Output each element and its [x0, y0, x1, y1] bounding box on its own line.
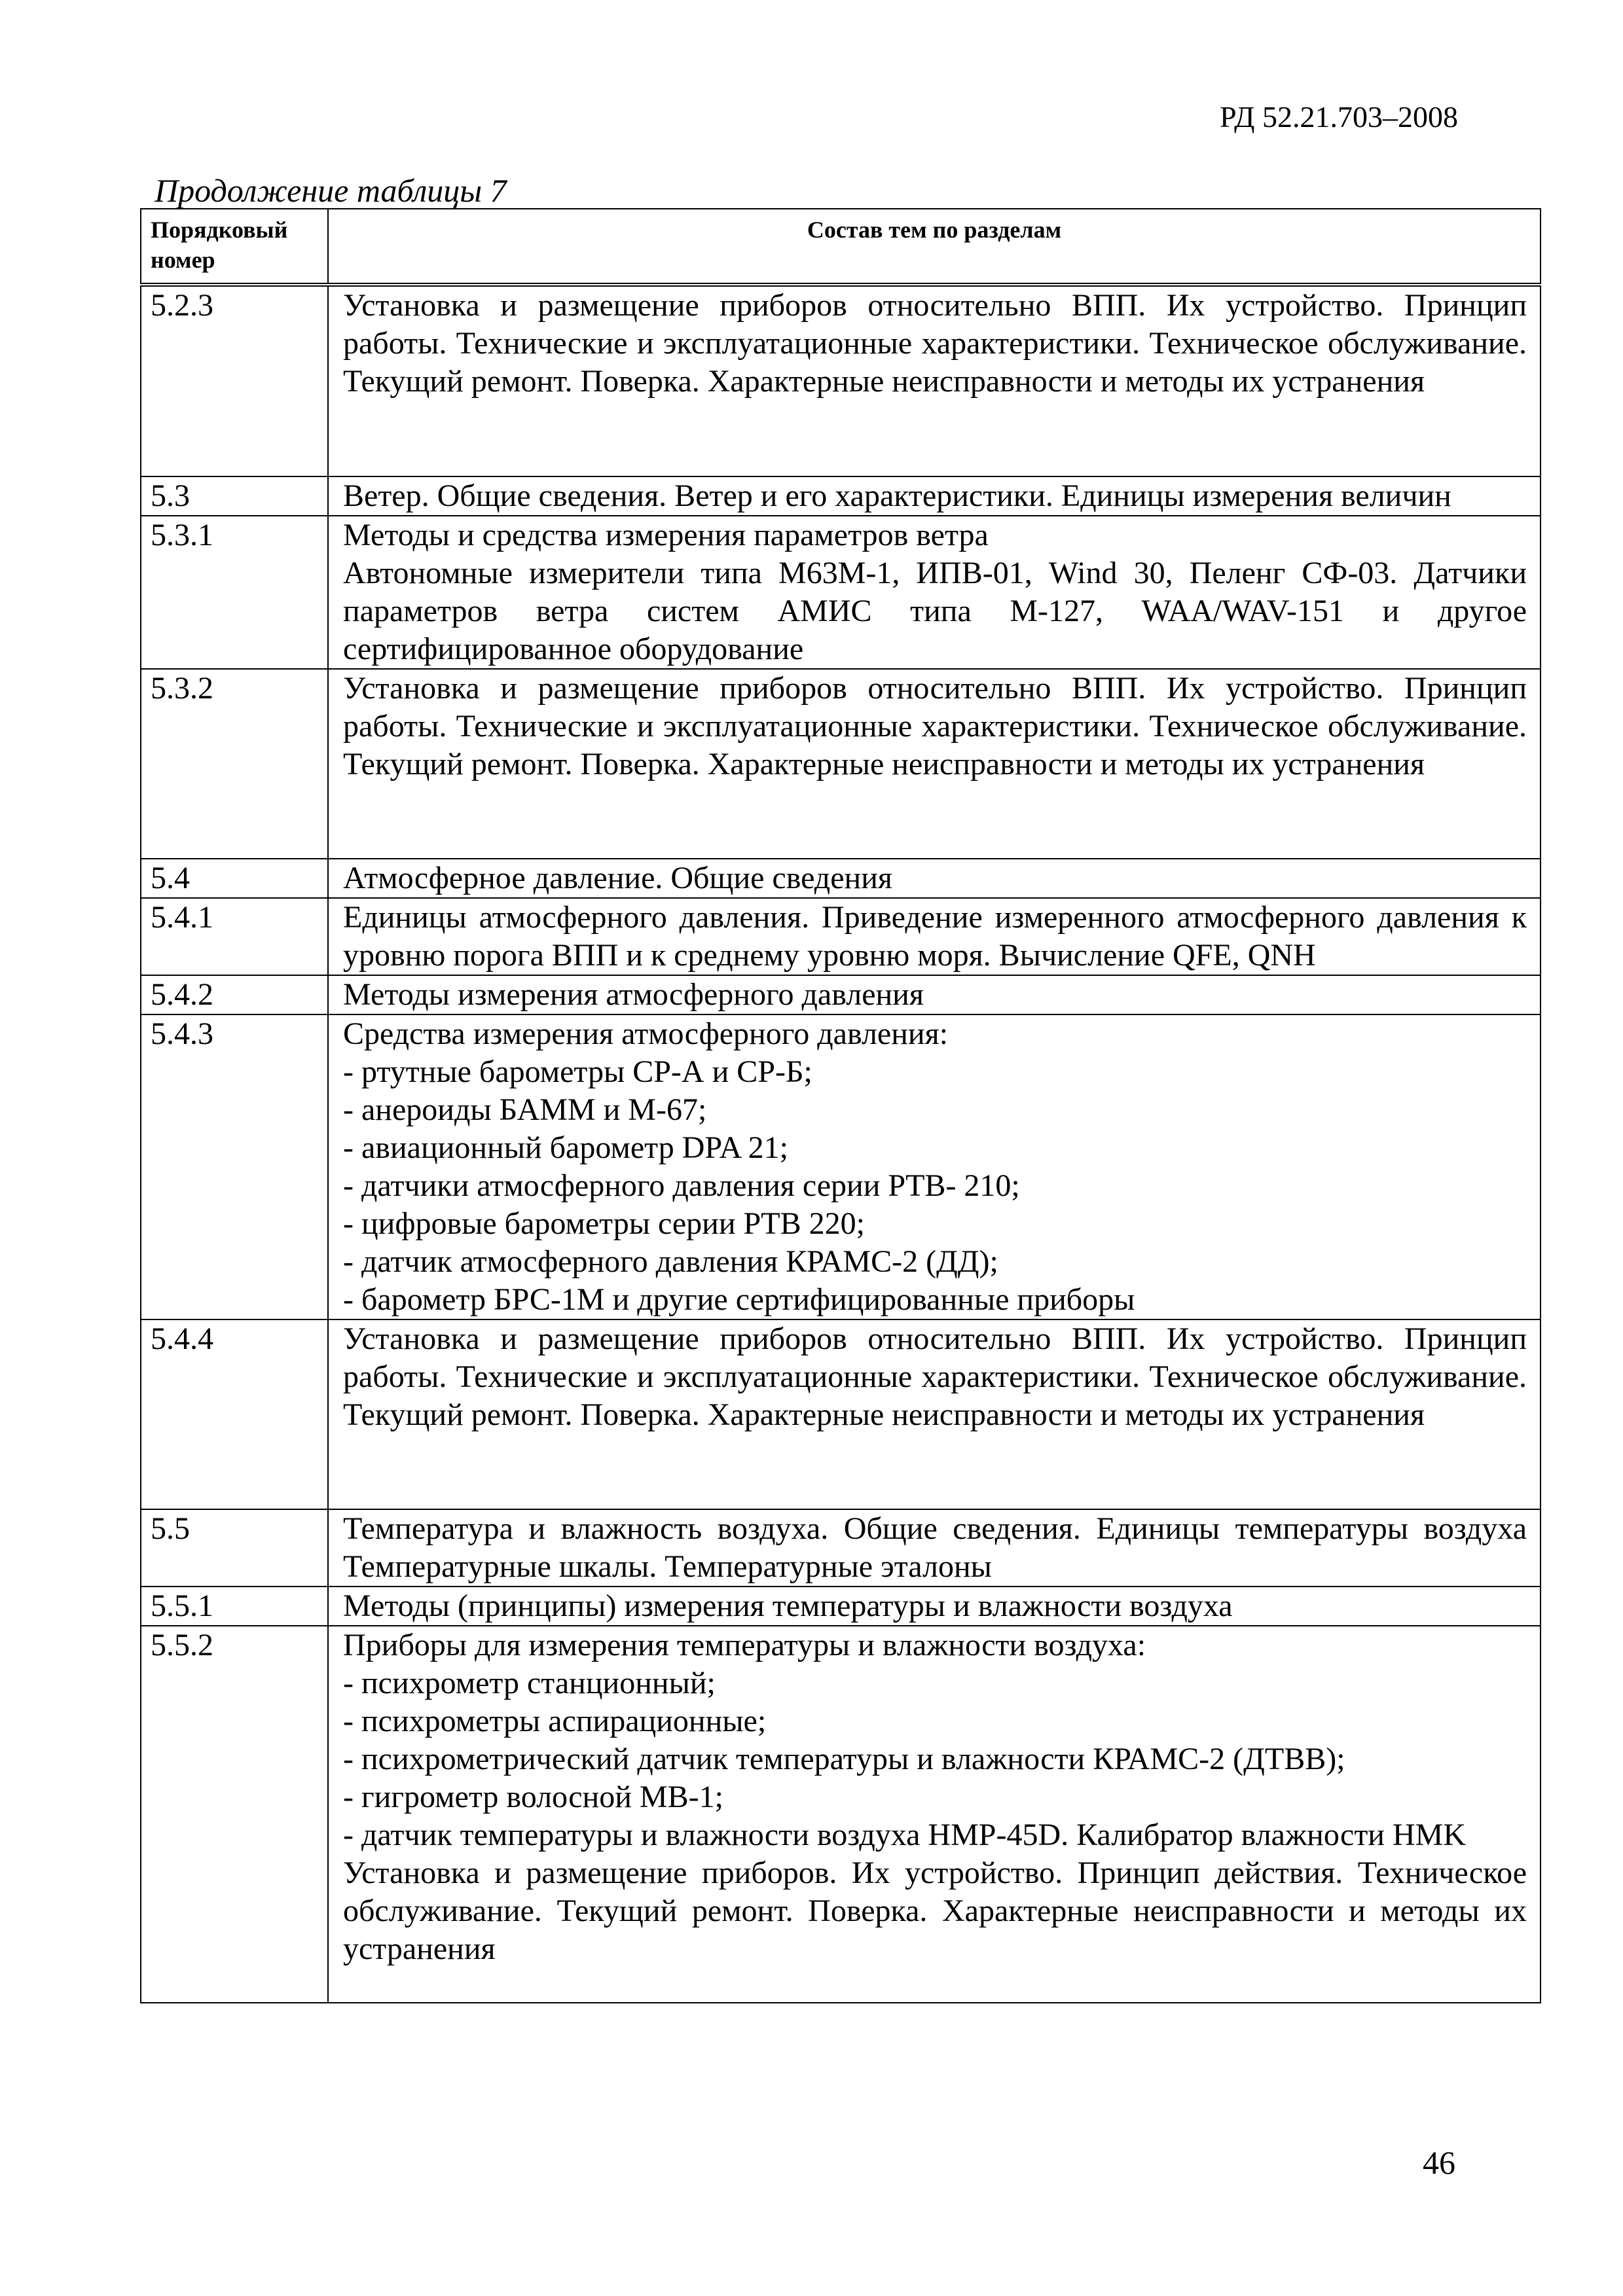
- row-text-line: Методы измерения атмосферного давления: [343, 977, 924, 1012]
- document-code: РД 52.21.703–2008: [1219, 100, 1458, 134]
- row-text-line: - гигрометр волосной МВ-1;: [343, 1780, 723, 1814]
- table-row: [141, 1509, 1541, 1587]
- row-text-line: Средства измерения атмосферного давления:: [343, 1016, 949, 1051]
- row-text-line: Установка и размещение приборов относительно ВПП. Их устройство. Принцип работы. Технические и эксплуатационные характеристики. Техническое обслуживание. Текущий ремонт. Поверка. Характерные неисправности и методы их устранения: [343, 1321, 1527, 1432]
- row-text-line: - психрометрический датчик температуры и влажности КРАМС-2 (ДТВВ);: [343, 1742, 1345, 1776]
- table-row: [141, 1014, 1541, 1319]
- row-number: 5.4.2: [141, 975, 328, 1014]
- row-number: 5.3.1: [141, 516, 328, 669]
- row-text: [328, 859, 1541, 898]
- row-text-line: Установка и размещение приборов относительно ВПП. Их устройство. Принцип работы. Технические и эксплуатационные характеристики. Техническое обслуживание. Текущий ремонт. Поверка. Характерные неисправности и методы их устранения: [343, 671, 1527, 781]
- row-number: 5.3: [141, 476, 328, 516]
- row-text-line: - цифровые барометры серии PTB 220;: [343, 1206, 865, 1241]
- page-number: 46: [1423, 2144, 1455, 2181]
- row-number: 5.3.2: [141, 669, 328, 859]
- table-row: [141, 1626, 1541, 2003]
- table-row: [141, 285, 1541, 476]
- table-row: [141, 859, 1541, 898]
- row-text-line: Приборы для измерения температуры и влажности воздуха:: [343, 1628, 1146, 1662]
- table-row: [141, 669, 1541, 859]
- row-text-line: - датчики атмосферного давления серии PTB- 210;: [343, 1168, 1020, 1203]
- table-row: [141, 898, 1541, 975]
- row-text: [328, 1509, 1541, 1587]
- row-text: [328, 1587, 1541, 1626]
- row-text: [328, 476, 1541, 516]
- table-row: [141, 1587, 1541, 1626]
- row-text: [328, 1014, 1541, 1319]
- table-row: [141, 975, 1541, 1014]
- row-text-line: Установка и размещение приборов относительно ВПП. Их устройство. Принцип работы. Технические и эксплуатационные характеристики. Техническое обслуживание. Текущий ремонт. Поверка. Характерные неисправности и методы их устранения: [343, 288, 1527, 399]
- row-number: 5.4.4: [141, 1319, 328, 1509]
- row-text: [328, 516, 1541, 669]
- row-text-line: - датчик атмосферного давления КРАМС-2 (ДД);: [343, 1244, 998, 1279]
- column-header-number: Порядковый номер: [141, 209, 328, 285]
- row-text-line: - анероиды БАММ и М-67;: [343, 1092, 707, 1127]
- table-caption: Продолжение таблицы 7: [155, 172, 507, 209]
- row-number: 5.5.1: [141, 1587, 328, 1626]
- table-row: [141, 516, 1541, 669]
- row-text-line: Методы (принципы) измерения температуры и влажности воздуха: [343, 1588, 1233, 1623]
- row-text: [328, 975, 1541, 1014]
- row-text-line: Установка и размещение приборов. Их устройство. Принцип действия. Техническое обслуживание. Текущий ремонт. Поверка. Характерные неисправности и методы их устранения: [343, 1856, 1527, 1966]
- row-number: 5.4.3: [141, 1014, 328, 1319]
- topics-table: [140, 208, 1541, 2003]
- row-text-line: Атмосферное давление. Общие сведения: [343, 861, 892, 895]
- column-header-topics: Состав тем по разделам: [328, 209, 1541, 285]
- row-text-line: Ветер. Общие сведения. Ветер и его характеристики. Единицы измерения величин: [343, 478, 1451, 513]
- row-number: 5.5: [141, 1509, 328, 1587]
- row-number: 5.4: [141, 859, 328, 898]
- row-text: [328, 669, 1541, 859]
- row-text-line: - барометр БРС-1М и другие сертифицированные приборы: [343, 1282, 1135, 1317]
- row-text-line: Температура и влажность воздуха. Общие сведения. Единицы температуры воздуха Температурные шкалы. Температурные эталоны: [343, 1511, 1527, 1584]
- row-text-line: - авиационный барометр DPA 21;: [343, 1130, 788, 1165]
- table-row: [141, 476, 1541, 516]
- row-text: [328, 1626, 1541, 2003]
- row-text-line: Единицы атмосферного давления. Приведение измеренного атмосферного давления к уровню порога ВПП и к среднему уровню моря. Вычисление QFE, QNH: [343, 900, 1527, 973]
- table-header-row: [141, 209, 1541, 285]
- row-text: [328, 285, 1541, 476]
- row-text-line: - датчик температуры и влажности воздуха HMP-45D. Калибратор влажности HMK: [343, 1818, 1466, 1852]
- row-text-line: - психрометры аспирационные;: [343, 1704, 767, 1738]
- row-text-line: - ртутные барометры СР-А и СР-Б;: [343, 1054, 812, 1089]
- row-text-line: - психрометр станционный;: [343, 1666, 716, 1700]
- row-text-line: Методы и средства измерения параметров ветра: [343, 518, 989, 552]
- row-text: [328, 1319, 1541, 1509]
- row-number: 5.2.3: [141, 285, 328, 476]
- row-number: 5.5.2: [141, 1626, 328, 2003]
- table-row: [141, 1319, 1541, 1509]
- row-text: [328, 898, 1541, 975]
- row-text-line: Автономные измерители типа М63М-1, ИПВ-01, Wind 30, Пеленг СФ-03. Датчики параметров ветра систем АМИС типа М-127, WAA/WAV-151 и другое сертифицированное оборудование: [343, 556, 1527, 666]
- row-number: 5.4.1: [141, 898, 328, 975]
